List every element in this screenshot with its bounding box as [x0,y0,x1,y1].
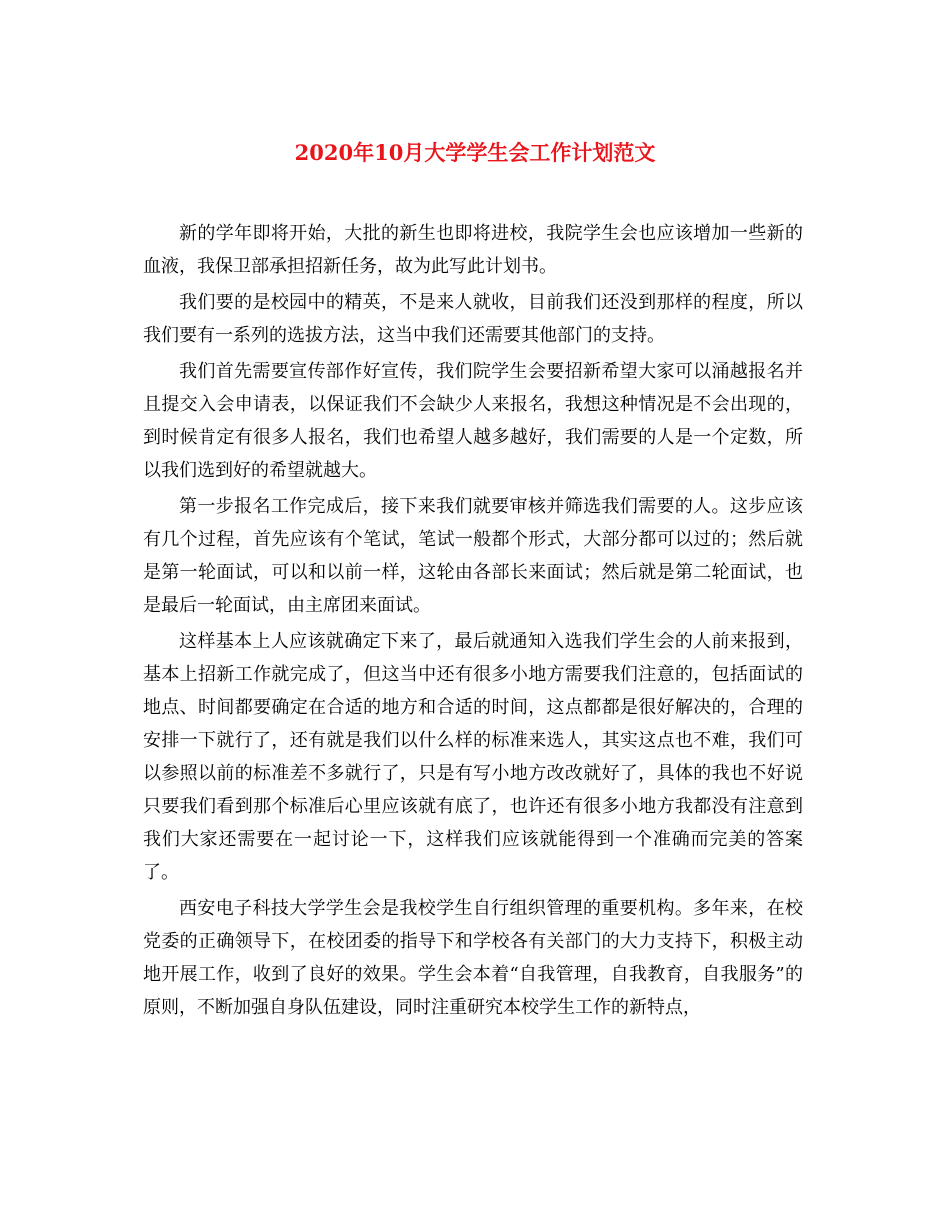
document-body [143,217,803,1027]
paragraph: 西安电子科技大学学生会是我校学生自行组织管理的重要机构。多年来，在校党委的正确领导下，在校团委的指导下和学校各有关部门的大力支持下，积极主动地开展工作，收到了良好的效果。学生会本着“自我管理，自我教育，自我服务”的原则，不断加强自身队伍建设，同时注重研究本校学生工作的新特点， [143,898,803,1018]
paragraph: 第一步报名工作完成后，接下来我们就要审核并筛选我们需要的人。这步应该有几个过程，首先应该有个笔试，笔试一般都个形式，大部分都可以过的；然后就是第一轮面试，可以和以前一样，这轮由各部长来面试；然后就是第二轮面试，也是最后一轮面试，由主席团来面试。 [143,496,803,616]
paragraph: 新的学年即将开始，大批的新生也即将进校，我院学生会也应该增加一些新的血液，我保卫部承担招新任务，故为此写此计划书。 [143,223,803,277]
document-title: 2020年10月大学学生会工作计划范文 [294,140,656,165]
paragraph: 我们要的是校园中的精英，不是来人就收，目前我们还没到那样的程度，所以我们要有一系列的选拔方法，这当中我们还需要其他部门的支持。 [143,292,803,346]
paragraph: 我们首先需要宣传部作好宣传，我们院学生会要招新希望大家可以涌越报名并且提交入会申请表，以保证我们不会缺少人来报名，我想这种情况是不会出现的，到时候肯定有很多人报名，我们也希望人越多越好，我们需要的人是一个定数，所以我们选到好的希望就越大。 [143,361,803,481]
paragraph: 这样基本上人应该就确定下来了，最后就通知入选我们学生会的人前来报到，基本上招新工作就完成了，但这当中还有很多小地方需要我们注意的，包括面试的地点、时间都要确定在合适的地方和合适的时间，这点都都是很好解决的，合理的安排一下就行了，还有就是我们以什么样的标准来选人，其实这点也不难，我们可以参照以前的标准差不多就行了，只是有写小地方改改就好了，具体的我也不好说只要我们看到那个标准后心里应该就有底了，也许还有很多小地方我都没有注意到我们大家还需要在一起讨论一下，这样我们应该就能得到一个准确而完美的答案了。 [143,631,803,883]
